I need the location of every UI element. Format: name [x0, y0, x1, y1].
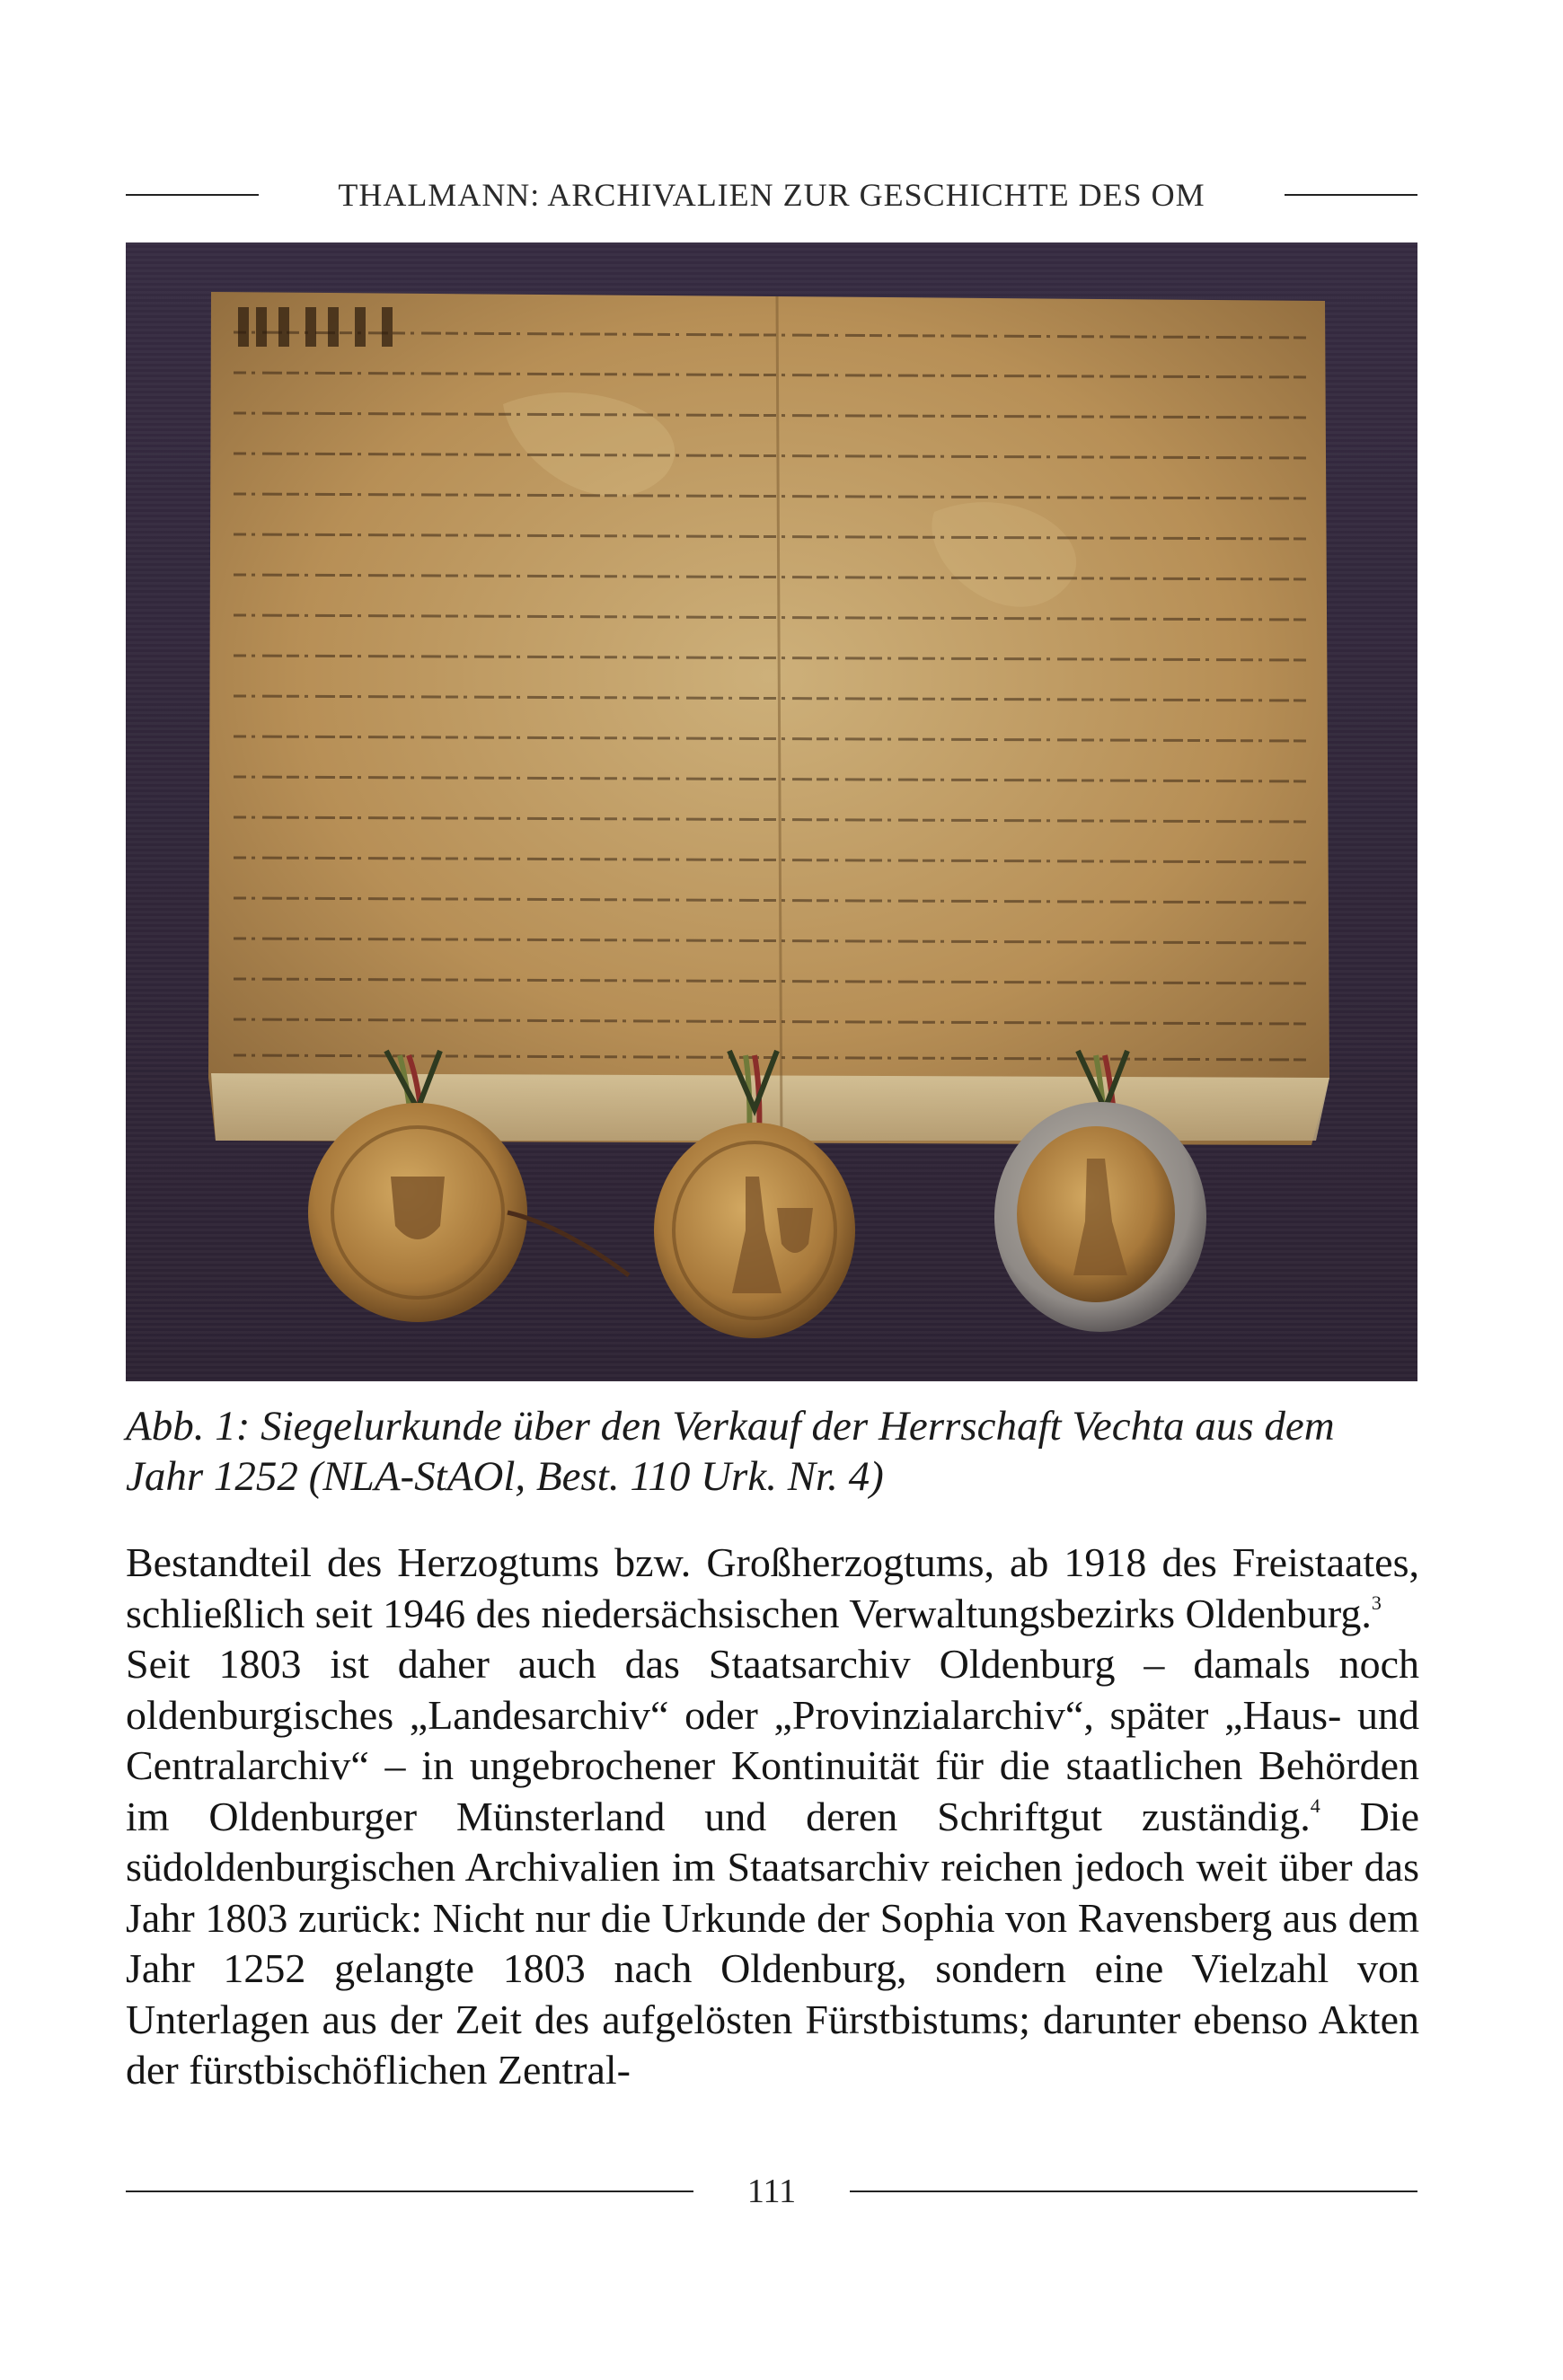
figure-caption: Abb. 1: Siegelurkunde über den Verkauf der Herrschaft Vechta aus dem Jahr 1252 (NLA-StAOl, Best. 110 Urk. Nr. 4) [126, 1403, 1335, 1500]
seal-right [994, 1102, 1206, 1332]
header-rule-left [126, 194, 259, 196]
footer-rule-right [850, 2190, 1417, 2192]
paragraph-2-text-b: Die südoldenburgischen Archivalien im Staatsarchiv reichen jedoch weit über das Jahr 1803 zurück: Nicht nur die Urkunde der Sophia von Ravensberg aus dem Jahr 1252 gelangte 1803 nach Oldenburg, sondern eine Vielzahl von Unterlagen aus der Zeit des aufgelösten Fürstbistums; darunter ebenso Akten der fürstbischöflichen Zentral- [126, 1793, 1419, 2093]
paragraph-2-text-a: Seit 1803 ist daher auch das Staatsarchiv Oldenburg – damals noch oldenburgisches „Landesarchiv“ oder „Provinzialarchiv“, später „Haus- und Centralarchiv“ – in ungebrochener Kontinuität für die staatlichen Behörden im Oldenburger Münsterland und deren Schriftgut zuständig. [126, 1641, 1419, 1839]
page-number: 111 [746, 2173, 797, 2210]
footer-rule-left [126, 2190, 693, 2192]
running-title: THALMANN: ARCHIVALIEN ZUR GESCHICHTE DES OM [338, 177, 1205, 213]
page-footer [126, 2166, 1417, 2217]
footnote-ref-4: 4 [1310, 1794, 1320, 1817]
body-text [126, 1538, 1419, 2096]
paragraph-1-text: Bestandteil des Herzogtums bzw. Großherzogtums, ab 1918 des Freistaates, schließlich seit 1946 des niedersächsischen Verwaltungsbezirks Oldenburg. [126, 1539, 1419, 1636]
paragraph-1 [126, 1538, 1419, 1639]
figure-photo [126, 242, 1417, 1381]
charter-illustration [126, 242, 1417, 1381]
running-header [126, 172, 1417, 217]
seal-middle [654, 1123, 855, 1338]
footnote-ref-3: 3 [1371, 1591, 1382, 1614]
paragraph-2 [126, 1639, 1419, 2096]
parchment [208, 292, 1329, 1145]
header-rule-right [1285, 194, 1417, 196]
